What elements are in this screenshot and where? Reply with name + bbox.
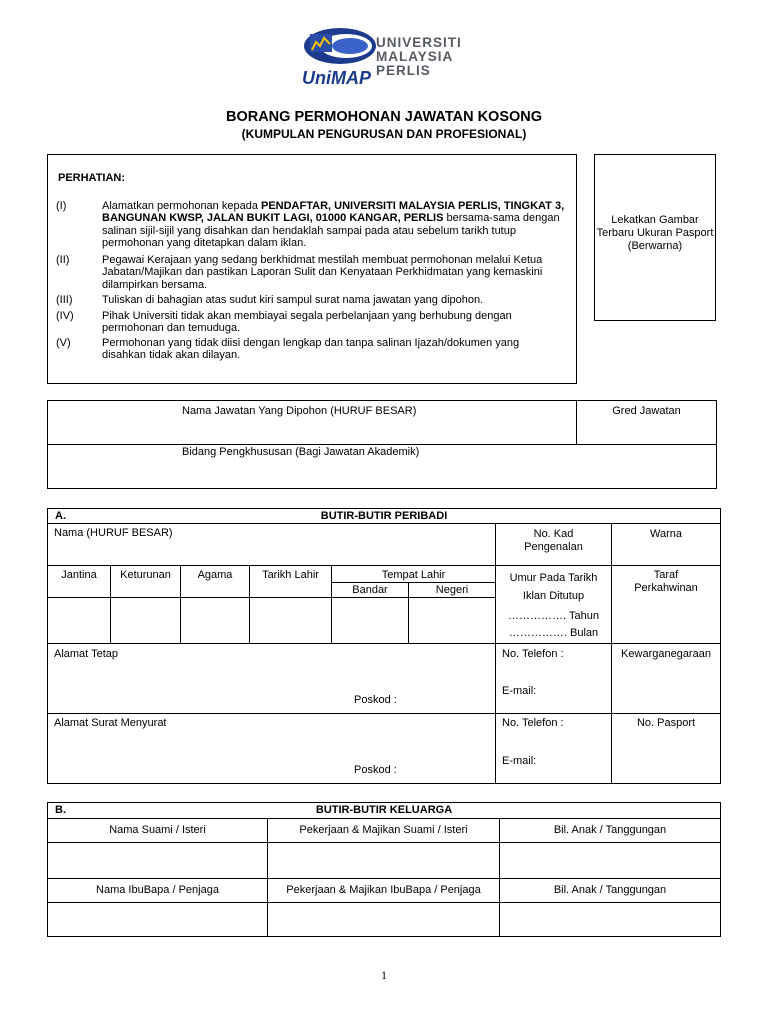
unimap-emblem-icon: [300, 24, 380, 92]
parent-job-label: Pekerjaan & Majikan IbuBapa / Penjaga: [286, 884, 481, 896]
notice-item-tail: bersama-sama dengan salinan sijil-sijil yang disahkan dan hendaklah sampai pada atau sebelum tarikh tutup permohonan yang ditetapkan dalam iklan.: [102, 212, 560, 249]
notice-item-text: Permohonan yang tidak diisi dengan lengkap dan tanpa salinan Ijazah/dokumen yang disahkan tidak akan dilayan.: [102, 337, 520, 362]
age-months: ……………. Bulan: [508, 627, 599, 639]
notice-item-number: (V): [56, 337, 71, 349]
parent-name-header: [48, 879, 268, 903]
race-input[interactable]: [111, 598, 181, 644]
section-b-header: [48, 803, 721, 819]
postcode-label: Poskod :: [354, 764, 397, 776]
religion-header: [181, 566, 250, 598]
children-header: [500, 819, 721, 843]
dob-label: Tarikh Lahir: [262, 569, 319, 581]
notice-heading: PERHATIAN:: [58, 172, 126, 184]
notice-item-number: (IV): [56, 310, 74, 322]
dob-input[interactable]: [250, 598, 332, 644]
age-field[interactable]: [496, 566, 612, 644]
position-name-cell[interactable]: [48, 401, 577, 445]
state-label: Negeri: [435, 584, 469, 596]
gender-header: [48, 566, 111, 598]
notice-item-text: Pihak Universiti tidak akan membiayai segala perbelanjaan yang berhubung dengan permohonan dan temuduga.: [102, 310, 512, 335]
town-input[interactable]: [332, 598, 409, 644]
position-table: [47, 400, 717, 489]
passport-label: No. Pasport: [636, 717, 696, 729]
gender-label: Jantina: [61, 569, 97, 581]
spouse-name-header: [48, 819, 268, 843]
logo-line-3: PERLIS: [376, 63, 431, 78]
spouse-name-label: Nama Suami / Isteri: [109, 824, 206, 836]
name-label: Nama (HURUF BESAR): [54, 527, 173, 539]
citizenship-field[interactable]: [612, 644, 721, 714]
state-header: [409, 583, 496, 598]
photo-box[interactable]: [594, 154, 716, 321]
dob-header: [250, 566, 332, 598]
spouse-job-header: [268, 819, 500, 843]
notice-item-lead: Alamatkan permohonan kepada: [102, 200, 261, 212]
mailing-address-label: Alamat Surat Menyurat: [54, 717, 167, 729]
permanent-address-field[interactable]: [48, 644, 496, 714]
gender-input[interactable]: [48, 598, 111, 644]
notice-item-text: Tuliskan di bahagian atas sudut kiri sampul surat nama jawatan yang dipohon.: [102, 294, 484, 306]
ic-label: No. Kad Pengenalan: [524, 528, 583, 553]
logo-line-1: UNIVERSITI: [376, 35, 462, 50]
university-name: [376, 36, 462, 78]
religion-label: Agama: [197, 569, 233, 581]
form-subtitle: (KUMPULAN PENGURUSAN DAN PROFESIONAL): [241, 127, 527, 141]
permanent-address-label: Alamat Tetap: [54, 648, 119, 660]
section-a-letter: A.: [55, 510, 66, 522]
town-header: [332, 583, 409, 598]
ic-field[interactable]: [496, 524, 612, 566]
religion-input[interactable]: [181, 598, 250, 644]
name-field[interactable]: [48, 524, 496, 566]
passport-field[interactable]: [612, 714, 721, 784]
notice-item-number: (III): [56, 294, 73, 306]
email-label: E-mail:: [502, 755, 537, 767]
phone-email-field[interactable]: [496, 644, 612, 714]
children-input[interactable]: [500, 843, 721, 879]
children-label: Bil. Anak / Tanggungan: [553, 824, 667, 836]
postcode-label: Poskod :: [354, 694, 397, 706]
spouse-job-input[interactable]: [268, 843, 500, 879]
brand-word: UniMAP: [302, 68, 371, 88]
specialization-cell[interactable]: [48, 445, 717, 489]
state-input[interactable]: [409, 598, 496, 644]
marital-field[interactable]: [612, 566, 721, 644]
notice-item-text: [102, 200, 566, 249]
section-a-header: [48, 509, 721, 524]
parent-name-input[interactable]: [48, 903, 268, 937]
marital-label: Taraf Perkahwinan: [634, 569, 698, 594]
phone-label: No. Telefon :: [502, 717, 564, 729]
university-logo: [300, 24, 480, 92]
pob-header: [332, 566, 496, 583]
grade-cell[interactable]: [577, 401, 717, 445]
race-label: Keturunan: [120, 569, 171, 581]
notice-item-bold: PENDAFTAR, UNIVERSITI MALAYSIA PERLIS, TINGKAT 3, BANGUNAN KWSP, JALAN BUKIT LAGI, 01000 KANGAR, PERLIS: [102, 200, 565, 225]
parent-job-input[interactable]: [268, 903, 500, 937]
dependents-input[interactable]: [500, 903, 721, 937]
parent-name-label: Nama IbuBapa / Penjaga: [96, 884, 219, 896]
race-header: [111, 566, 181, 598]
section-b-letter: B.: [55, 804, 66, 816]
form-title: BORANG PERMOHONAN JAWATAN KOSONG: [225, 109, 543, 125]
logo-line-2: MALAYSIA: [376, 49, 454, 64]
section-b-title: BUTIR-BUTIR KELUARGA: [315, 804, 453, 816]
personal-details-table: [47, 508, 721, 784]
notice-box: [47, 154, 577, 384]
specialization-label: Bidang Pengkhususan (Bagi Jawatan Akademik): [182, 446, 420, 458]
phone-email-field[interactable]: [496, 714, 612, 784]
town-label: Bandar: [352, 584, 388, 596]
pob-label: Tempat Lahir: [381, 569, 446, 581]
age-years: ……………. Tahun: [508, 610, 599, 622]
dependents-label: Bil. Anak / Tanggungan: [553, 884, 667, 896]
mailing-address-field[interactable]: [48, 714, 496, 784]
notice-item-number: (II): [56, 254, 70, 266]
email-label: E-mail:: [502, 685, 537, 697]
color-field[interactable]: [612, 524, 721, 566]
color-label: Warna: [650, 528, 682, 540]
family-details-table: [47, 802, 721, 937]
spouse-name-input[interactable]: [48, 843, 268, 879]
page-number: 1: [381, 968, 387, 982]
photo-box-label: Lekatkan Gambar Terbaru Ukuran Pasport (Berwarna): [596, 214, 714, 252]
phone-label: No. Telefon :: [502, 648, 564, 660]
dependents-header: [500, 879, 721, 903]
grade-label: Gred Jawatan: [612, 405, 681, 417]
section-a-title: BUTIR-BUTIR PERIBADI: [320, 510, 448, 522]
parent-job-header: [268, 879, 500, 903]
position-name-label: Nama Jawatan Yang Dipohon (HURUF BESAR): [182, 405, 417, 417]
citizenship-label: Kewarganegaraan: [621, 648, 711, 660]
notice-item-number: (I): [56, 200, 67, 212]
age-label: Umur Pada Tarikh Iklan Ditutup: [509, 572, 598, 602]
spouse-job-label: Pekerjaan & Majikan Suami / Isteri: [299, 824, 468, 836]
notice-item-text: Pegawai Kerajaan yang sedang berkhidmat mestilah membuat permohonan melalui Ketua Jabatan/Majikan dan pastikan Laporan Sulit dan Kenyataan Perkhidmatan yang kemaskini dilampirkan bersama.: [102, 254, 543, 291]
